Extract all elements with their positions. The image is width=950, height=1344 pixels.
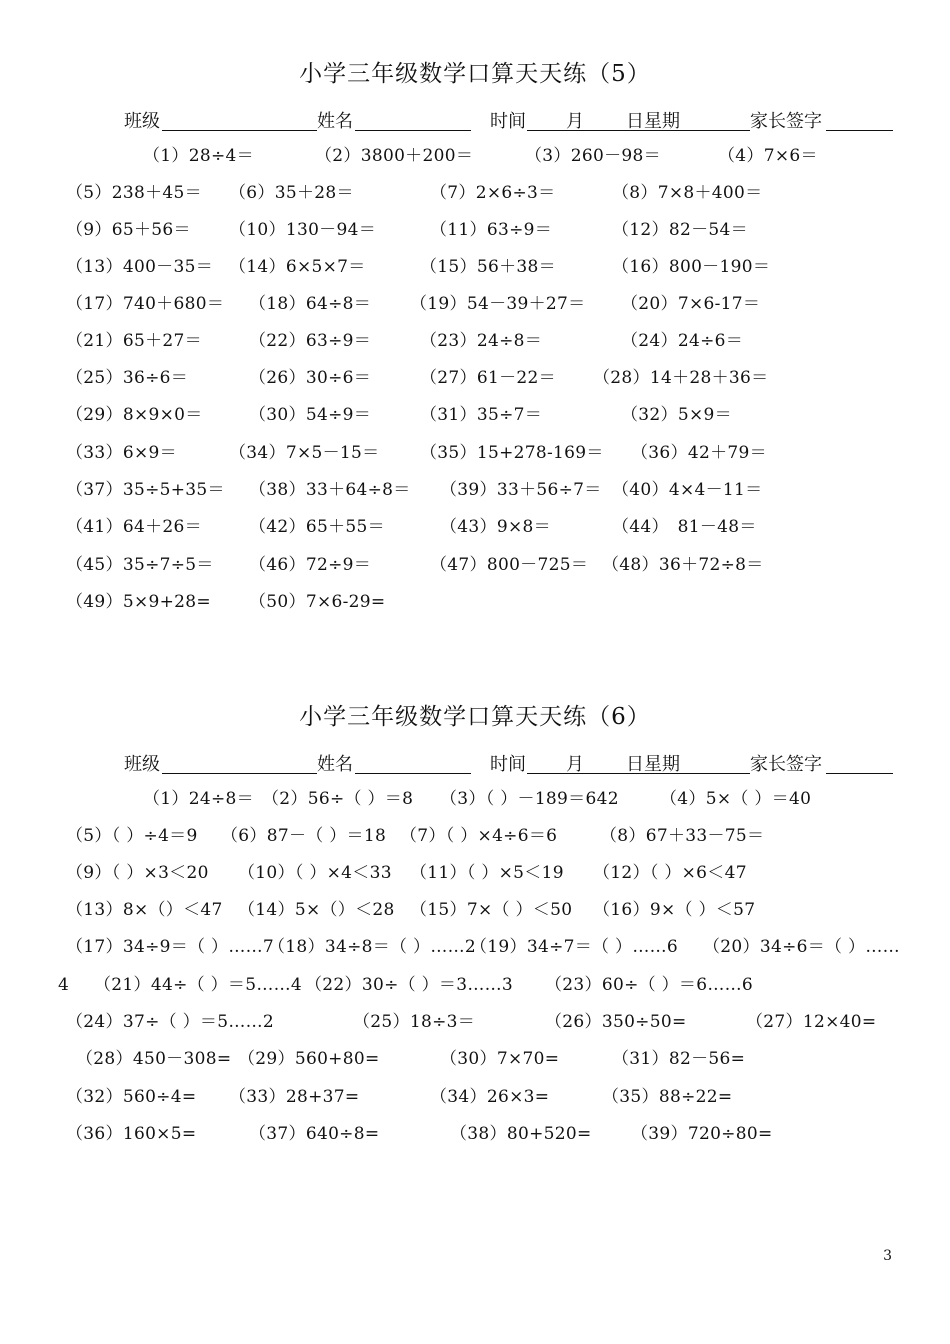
problem: （7）2×6÷3＝ bbox=[430, 183, 556, 203]
problem: （30）7×70= bbox=[440, 1049, 560, 1069]
class-blank[interactable] bbox=[162, 130, 317, 131]
problem: （16）800－190＝ bbox=[612, 257, 771, 277]
problem: （31）82－56= bbox=[612, 1049, 746, 1069]
name-blank[interactable] bbox=[355, 773, 471, 774]
problem: （49）5×9+28= bbox=[66, 592, 211, 612]
parent-sign-label: 家长签字 bbox=[750, 754, 822, 775]
problem: （27）12×40= bbox=[746, 1012, 877, 1032]
problem: （13）8×（）＜47 bbox=[66, 900, 223, 920]
problem: （21）44÷（ ）＝5……4 bbox=[94, 975, 303, 995]
problem: （29）560+80= bbox=[238, 1049, 380, 1069]
problem: （17）34÷9＝（ ）……7 bbox=[66, 937, 275, 957]
problem: （32）560÷4= bbox=[66, 1087, 197, 1107]
problem: （9）（ ）×3＜20 bbox=[66, 863, 209, 883]
problem: （40）4×4－11＝ bbox=[612, 480, 763, 500]
parent-sign-blank[interactable] bbox=[826, 130, 893, 131]
class-label: 班级 bbox=[124, 111, 160, 132]
problem: （22）63÷9＝ bbox=[249, 331, 372, 351]
problem-continuation: 4 bbox=[58, 975, 70, 995]
problem: （13）400－35＝ bbox=[66, 257, 214, 277]
problem: （6）87－（ ）＝18 bbox=[221, 826, 387, 846]
problem: （28）14＋28＋36＝ bbox=[593, 368, 769, 388]
info-row bbox=[0, 107, 950, 133]
problem: （39）33＋56÷7＝ bbox=[440, 480, 602, 500]
problem: （15）7×（ ）＜50 bbox=[410, 900, 573, 920]
problem: （37）35÷5+35＝ bbox=[66, 480, 225, 500]
problem: （11）63÷9＝ bbox=[430, 220, 553, 240]
problem: （32）5×9＝ bbox=[621, 405, 732, 425]
problem: （33）28+37= bbox=[229, 1087, 360, 1107]
problem: （12）82－54＝ bbox=[612, 220, 748, 240]
problem: （10）（ ）×4＜33 bbox=[238, 863, 392, 883]
problem: （2）56÷（ ）＝8 bbox=[262, 789, 414, 809]
problem: （33）6×9＝ bbox=[66, 443, 177, 463]
problem: （48）36＋72÷8＝ bbox=[602, 555, 764, 575]
problem: （35）88÷22= bbox=[602, 1087, 733, 1107]
problem: （8）67＋33－75＝ bbox=[600, 826, 765, 846]
problem: （4）5×（ ）＝40 bbox=[660, 789, 812, 809]
problem: （21）65＋27＝ bbox=[66, 331, 202, 351]
problem: （8）7×8＋400＝ bbox=[612, 183, 763, 203]
problem: （42）65＋55＝ bbox=[249, 517, 385, 537]
month-label: 月 bbox=[566, 754, 584, 775]
problem: （6）35＋28＝ bbox=[229, 183, 354, 203]
problem: （36）42＋79＝ bbox=[631, 443, 767, 463]
problem: （47）800－725＝ bbox=[430, 555, 589, 575]
month-label: 月 bbox=[566, 111, 584, 132]
problem: （7）（ ）×4÷6＝6 bbox=[400, 826, 558, 846]
problem: （31）35÷7＝ bbox=[420, 405, 543, 425]
problem: （30）54÷9＝ bbox=[249, 405, 372, 425]
problem: （25）36÷6＝ bbox=[66, 368, 189, 388]
problem: （20）7×6-17＝ bbox=[621, 294, 761, 314]
problem: （34）26×3= bbox=[430, 1087, 550, 1107]
name-label: 姓名 bbox=[317, 111, 353, 132]
class-label: 班级 bbox=[124, 754, 160, 775]
problem: （44） 81－48＝ bbox=[612, 517, 757, 537]
problem: （3）260－98＝ bbox=[525, 146, 661, 166]
problem: （18）34÷8＝（ ）……2 bbox=[268, 937, 477, 957]
problem: （4）7×6＝ bbox=[718, 146, 818, 166]
parent-sign-label: 家长签字 bbox=[750, 111, 822, 132]
problem: （41）64＋26＝ bbox=[66, 517, 202, 537]
problem: （18）64÷8＝ bbox=[249, 294, 372, 314]
day-weekday-label: 日星期 bbox=[626, 754, 680, 775]
problem: （5）（ ）÷4＝9 bbox=[66, 826, 198, 846]
problem: （22）30÷（ ）＝3……3 bbox=[305, 975, 514, 995]
problem: （14）5×（）＜28 bbox=[238, 900, 395, 920]
problem: （16）9×（ ）＜57 bbox=[593, 900, 756, 920]
problem: （14）6×5×7＝ bbox=[229, 257, 366, 277]
day-weekday-label: 日星期 bbox=[626, 111, 680, 132]
problem: （24）37÷（ ）＝5……2 bbox=[66, 1012, 275, 1032]
problem: （24）24÷6＝ bbox=[621, 331, 744, 351]
problem: （23）24÷8＝ bbox=[420, 331, 543, 351]
name-label: 姓名 bbox=[317, 754, 353, 775]
problem: （9）65＋56＝ bbox=[66, 220, 191, 240]
problem: （26）350÷50= bbox=[545, 1012, 687, 1032]
problem: （38）33＋64÷8＝ bbox=[249, 480, 411, 500]
problem: （26）30÷6＝ bbox=[249, 368, 372, 388]
time-label: 时间 bbox=[490, 754, 526, 775]
problem: （19）54－39＋27＝ bbox=[410, 294, 586, 314]
problem: （17）740＋680＝ bbox=[66, 294, 225, 314]
problem: （45）35÷7÷5＝ bbox=[66, 555, 214, 575]
problem: （10）130－94＝ bbox=[229, 220, 377, 240]
info-row bbox=[0, 750, 950, 776]
problem: （36）160×5= bbox=[66, 1124, 197, 1144]
problem: （1）28÷4＝ bbox=[143, 146, 254, 166]
problem: （35）15+278-169＝ bbox=[420, 443, 604, 463]
problem: （50）7×6-29= bbox=[249, 592, 386, 612]
problem: （23）60÷（ ）＝6……6 bbox=[545, 975, 754, 995]
problem: （37）640÷8= bbox=[249, 1124, 380, 1144]
parent-sign-blank[interactable] bbox=[826, 773, 893, 774]
problem: （25）18÷3＝ bbox=[353, 1012, 476, 1032]
problem: （20）34÷6＝（ ）…… bbox=[703, 937, 900, 957]
problem: （46）72÷9＝ bbox=[249, 555, 372, 575]
problem: （11）（ ）×5＜19 bbox=[410, 863, 564, 883]
problem: （39）720÷80= bbox=[631, 1124, 773, 1144]
problem: （43）9×8＝ bbox=[440, 517, 551, 537]
class-blank[interactable] bbox=[162, 773, 317, 774]
problem: （15）56＋38＝ bbox=[420, 257, 556, 277]
problem: （1）24÷8＝ bbox=[143, 789, 254, 809]
worksheet-title: 小学三年级数学口算天天练（6） bbox=[299, 704, 651, 730]
name-blank[interactable] bbox=[355, 130, 471, 131]
problem: （28）450－308= bbox=[76, 1049, 232, 1069]
problem: （19）34÷7＝（ ）……6 bbox=[470, 937, 679, 957]
problem: （34）7×5－15＝ bbox=[229, 443, 380, 463]
problem: （29）8×9×0＝ bbox=[66, 405, 203, 425]
problem: （27）61－22＝ bbox=[420, 368, 556, 388]
problem: （38）80+520= bbox=[450, 1124, 592, 1144]
problem: （2）3800＋200＝ bbox=[315, 146, 474, 166]
page-number: 3 bbox=[883, 1248, 892, 1264]
worksheet-title: 小学三年级数学口算天天练（5） bbox=[299, 61, 651, 87]
problem: （3）（ ）－189＝642 bbox=[440, 789, 619, 809]
problem: （5）238＋45＝ bbox=[66, 183, 202, 203]
time-label: 时间 bbox=[490, 111, 526, 132]
problem: （12）（ ）×6＜47 bbox=[593, 863, 747, 883]
